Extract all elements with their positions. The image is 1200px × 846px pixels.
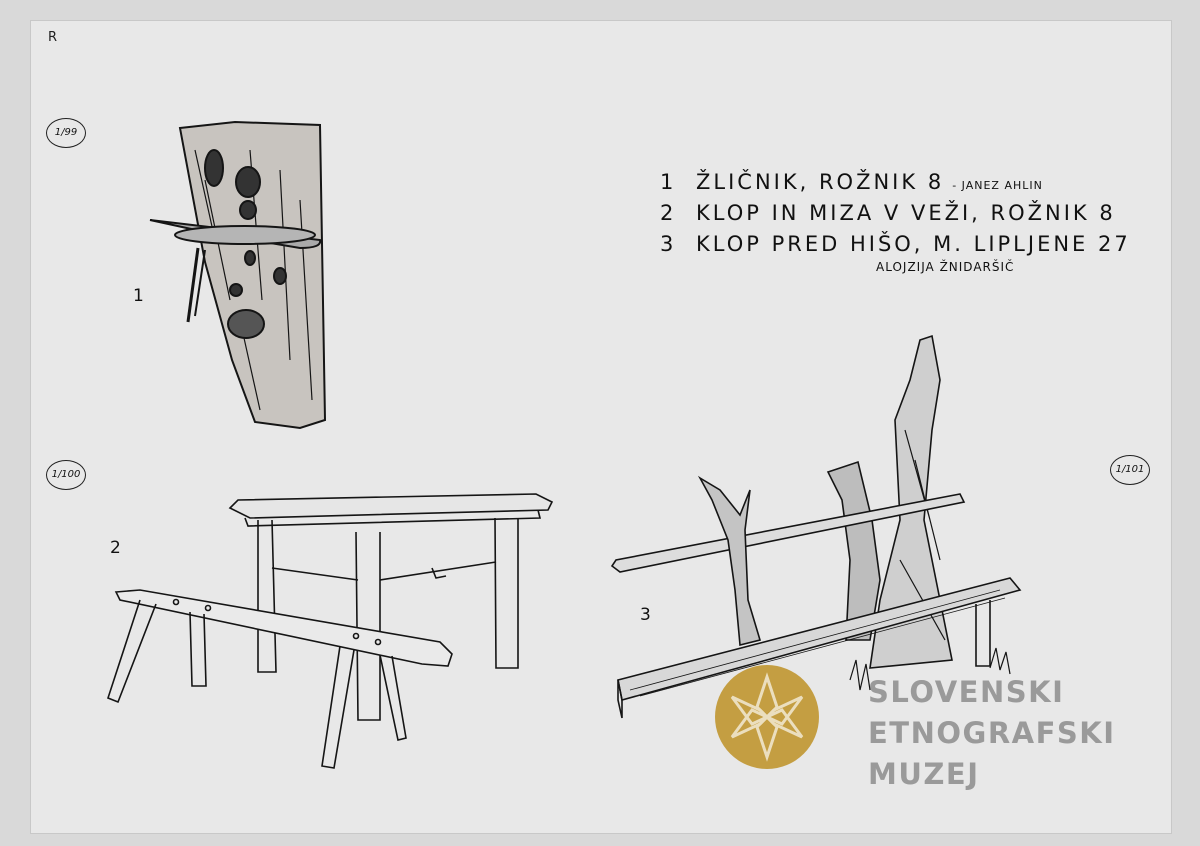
caption-text: KLOP IN MIZA V VEŽI, ROŽNIK 8 <box>696 201 1116 225</box>
watermark-line-2: ETNOGRAFSKI <box>868 716 1116 750</box>
watermark-line-1: SLOVENSKI <box>868 675 1065 709</box>
figure-number-3: 3 <box>640 605 651 625</box>
caption-number: 1 <box>660 170 677 194</box>
caption-block <box>660 170 1131 263</box>
caption-number: 2 <box>660 201 677 225</box>
caption-line-1 <box>660 170 1131 201</box>
table-and-bench-drawing <box>108 494 552 768</box>
caption-number: 3 <box>660 232 677 256</box>
museum-watermark <box>712 662 1132 791</box>
caption-line-3 <box>660 232 1131 263</box>
figure-number-1: 1 <box>133 286 144 306</box>
flower-logo-icon <box>712 662 822 772</box>
watermark-line-3: MUZEJ <box>868 757 980 791</box>
caption-line-2 <box>660 201 1131 232</box>
reference-circle-1: 1/99 <box>46 118 86 148</box>
figure-number-2: 2 <box>110 538 121 558</box>
watermark-text <box>868 672 1116 795</box>
caption-author-2: ALOJZIJA ŽNIDARŠIČ <box>876 260 1015 274</box>
caption-text: ŽLIČNIK, ROŽNIK 8 <box>696 170 945 194</box>
outdoor-bench-drawing <box>612 336 1020 718</box>
caption-text: KLOP PRED HIŠO, M. LIPLJENE 27 <box>696 232 1131 256</box>
reference-circle-2: 1/100 <box>46 460 86 490</box>
spoon-rack-drawing <box>150 122 325 428</box>
reference-circle-3: 1/101 <box>1110 455 1150 485</box>
corner-mark: R <box>48 30 58 45</box>
caption-author: - JANEZ AHLIN <box>952 179 1043 192</box>
